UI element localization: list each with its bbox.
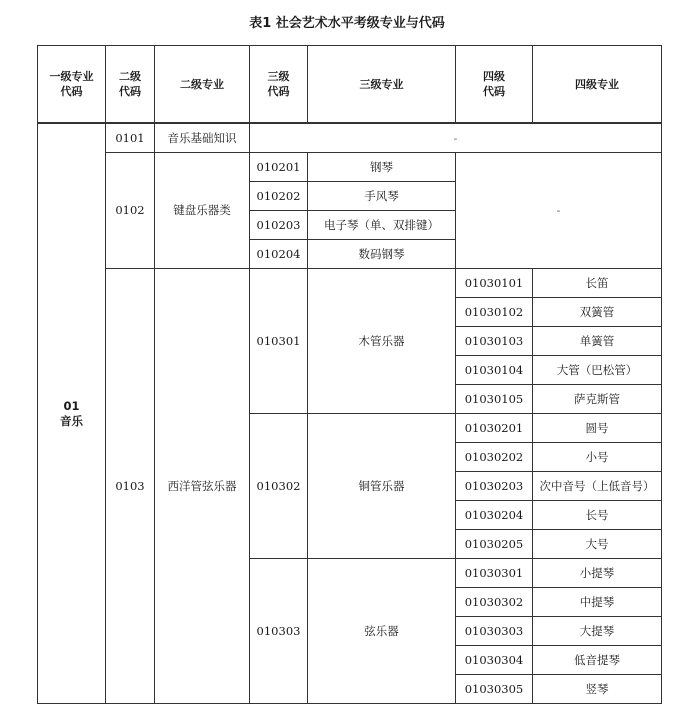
level4-name: 长笛 [533,269,662,298]
level4-name: 长号 [533,501,662,530]
level2-name: 西洋管弦乐器 [155,269,250,704]
level2-code: 0101 [106,123,155,153]
level4-name: 双簧管 [533,298,662,327]
level4-code: 01030103 [456,327,533,356]
level3-code: 010301 [250,269,308,414]
header-level2-name: 二级专业 [155,46,250,124]
level4-name: 大提琴 [533,617,662,646]
level4-code: 01030102 [456,298,533,327]
level4-name: 大号 [533,530,662,559]
level4-code: 01030201 [456,414,533,443]
level4-name: 大管（巴松管） [533,356,662,385]
table-title: 表1 社会艺术水平考级专业与代码 [249,16,445,31]
table-row [38,269,662,298]
level4-code: 01030202 [456,443,533,472]
header-level2-code: 二级 代码 [106,46,155,124]
level4-code: 01030305 [456,675,533,704]
level4-code: 01030304 [456,646,533,675]
level4-name: 竖琴 [533,675,662,704]
header-level4-name: 四级专业 [533,46,662,124]
level3-code: 010202 [250,182,308,211]
level2-name: 键盘乐器类 [155,153,250,269]
level1-code: 01 [63,398,80,413]
level4-name: 低音提琴 [533,646,662,675]
level4-code: 01030101 [456,269,533,298]
level4-name: 圆号 [533,414,662,443]
major-code-table [37,45,662,704]
level4-name: 小提琴 [533,559,662,588]
level3-name: 铜管乐器 [308,414,456,559]
level3-name: 弦乐器 [308,559,456,704]
level4-name: 小号 [533,443,662,472]
level1-cell [38,123,106,704]
level3-name: 数码钢琴 [308,240,456,269]
level4-code: 01030302 [456,588,533,617]
level4-name: 中提琴 [533,588,662,617]
level3-code: 010204 [250,240,308,269]
level4-code: 01030204 [456,501,533,530]
level4-code: 01030205 [456,530,533,559]
level1-name: 音乐 [60,413,83,428]
level3-code: 010302 [250,414,308,559]
table-row [38,123,662,153]
level4-code: 01030303 [456,617,533,646]
level3-code: 010203 [250,211,308,240]
level4-code: 01030104 [456,356,533,385]
level3-name: 木管乐器 [308,269,456,414]
table-row [38,153,662,182]
level3-code: 010201 [250,153,308,182]
level3-name: 电子琴（单、双排键） [308,211,456,240]
level4-name: 次中音号（上低音号） [533,472,662,501]
header-row [38,46,662,124]
header-level3-code: 三级 代码 [250,46,308,124]
level2-name: 音乐基础知识 [155,123,250,153]
header-level1-code: 一级专业 代码 [38,46,106,124]
header-level3-name: 三级专业 [308,46,456,124]
empty-dash: - [250,123,662,153]
level4-code: 01030105 [456,385,533,414]
level2-code: 0102 [106,153,155,269]
level2-code: 0103 [106,269,155,704]
level4-code: 01030301 [456,559,533,588]
level4-name: 单簧管 [533,327,662,356]
level3-code: 010303 [250,559,308,704]
level4-code: 01030203 [456,472,533,501]
header-level4-code: 四级 代码 [456,46,533,124]
level3-name: 手风琴 [308,182,456,211]
level3-name: 钢琴 [308,153,456,182]
level4-name: 萨克斯管 [533,385,662,414]
empty-dash: - [456,153,662,269]
